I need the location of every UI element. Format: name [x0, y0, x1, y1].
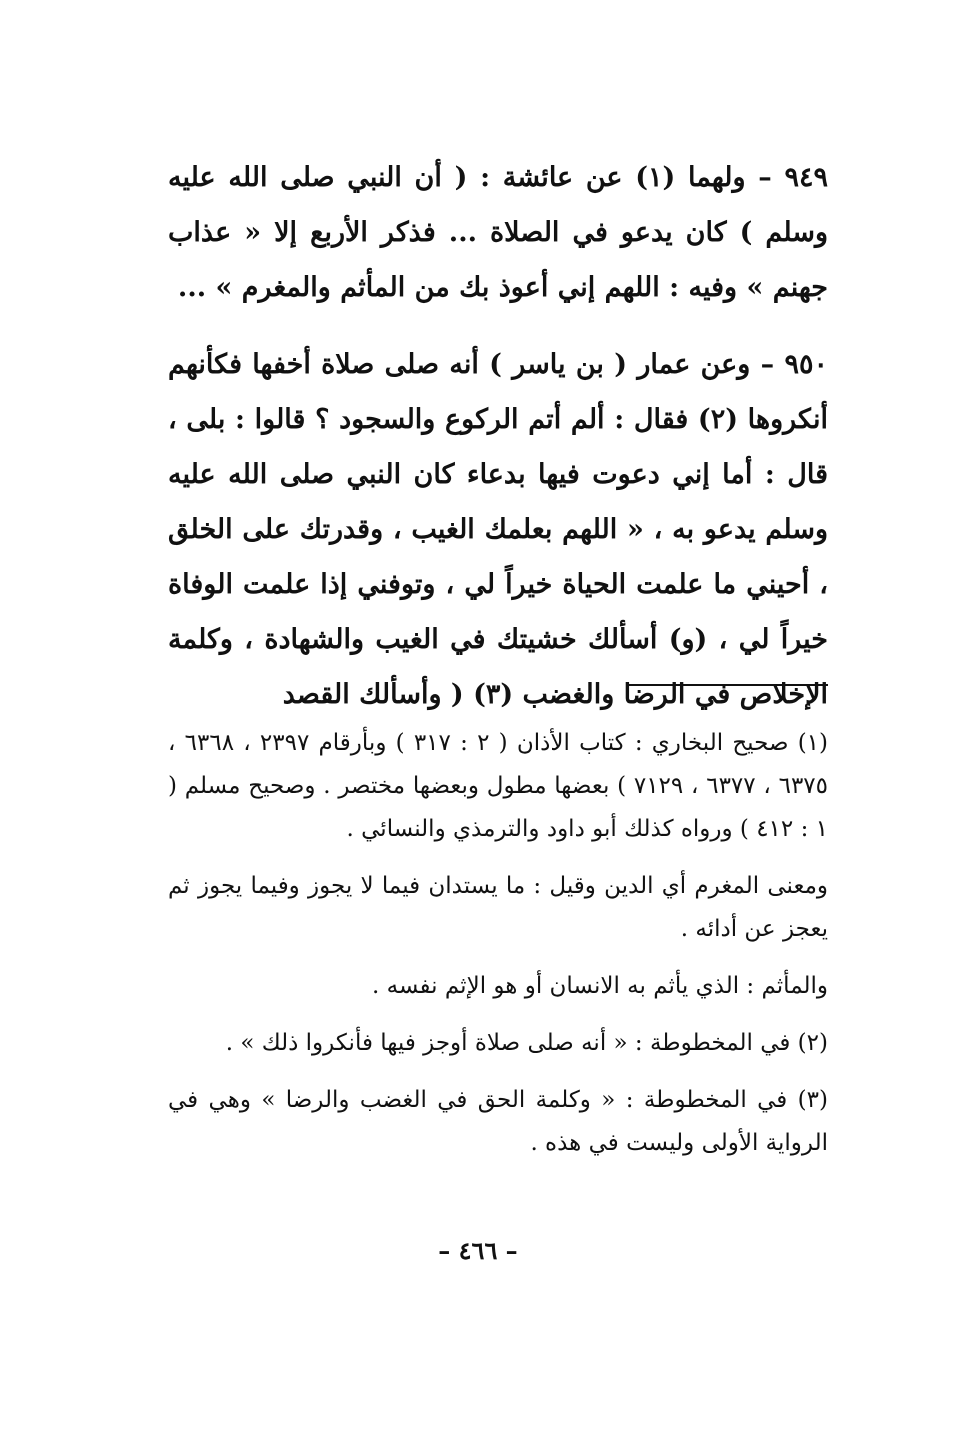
footnote-2: (٢) في المخطوطة : « أنه صلى صلاة أوجز فيها فأنكروا ذلك » . — [225, 1030, 828, 1056]
footnote-divider — [626, 684, 828, 686]
page-number: – ٤٦٦ – — [438, 1236, 518, 1265]
hadith-950: ٩٥٠ – وعن عمار ( بن ياسر ) أنه صلى صلاة أخفها فكأنهم أنكروها (٢) فقال : ألم أتم الركوع والسجود ؟ قالوا : بلى ، قال : أما إني دعوت فيها بدعاء كان النبي صلى الله عليه وسلم يدعو به ، « اللهم بعلمك الغيب ، وقدرتك على الخلق ، أحيني ما علمت الحياة خيراً لي ، وتوفني إذا علمت الوفاة خيراً لي ، (و) أسألك خشيتك في الغيب والشهادة ، وكلمة الإخلاص في الرضا والغضب (٣) ( وأسألك القصد — [168, 349, 828, 710]
footnotes — [168, 722, 828, 1179]
footnote-1-matham: والمأثم : الذي يأثم به الانسان أو هو الإثم نفسه . — [372, 973, 828, 999]
footnote-1: (١) صحيح البخاري : كتاب الأذان ( ٢ : ٣١٧ ) وبأرقام ٢٣٩٧ ، ٦٣٦٨ ، ٦٣٧٥ ، ٦٣٧٧ ، ٧١٢٩ ) بعضها مطول وبعضها مختصر . وصحيح مسلم ( ١ : ٤١٢ ) ورواه كذلك أبو داود والترمذي والنسائي . — [168, 730, 829, 842]
hadith-949: ٩٤٩ – ولهما (١) عن عائشة : ( أن النبي صلى الله عليه وسلم ) كان يدعو في الصلاة ... فذكر الأربع إلا « عذاب جهنم » وفيه : اللهم إني أعوذ بك من المأثم والمغرم » ... — [168, 162, 828, 303]
main-text — [168, 150, 828, 722]
footnote-3: (٣) في المخطوطة : « وكلمة الحق في الغضب والرضا » وهي في الرواية الأولى وليست في هذه . — [168, 1087, 828, 1156]
footnote-1-maghram: ومعنى المغرم أي الدين وقيل : ما يستدان فيما لا يجوز وفيما يجوز ثم يعجز عن أدائه . — [168, 873, 828, 942]
